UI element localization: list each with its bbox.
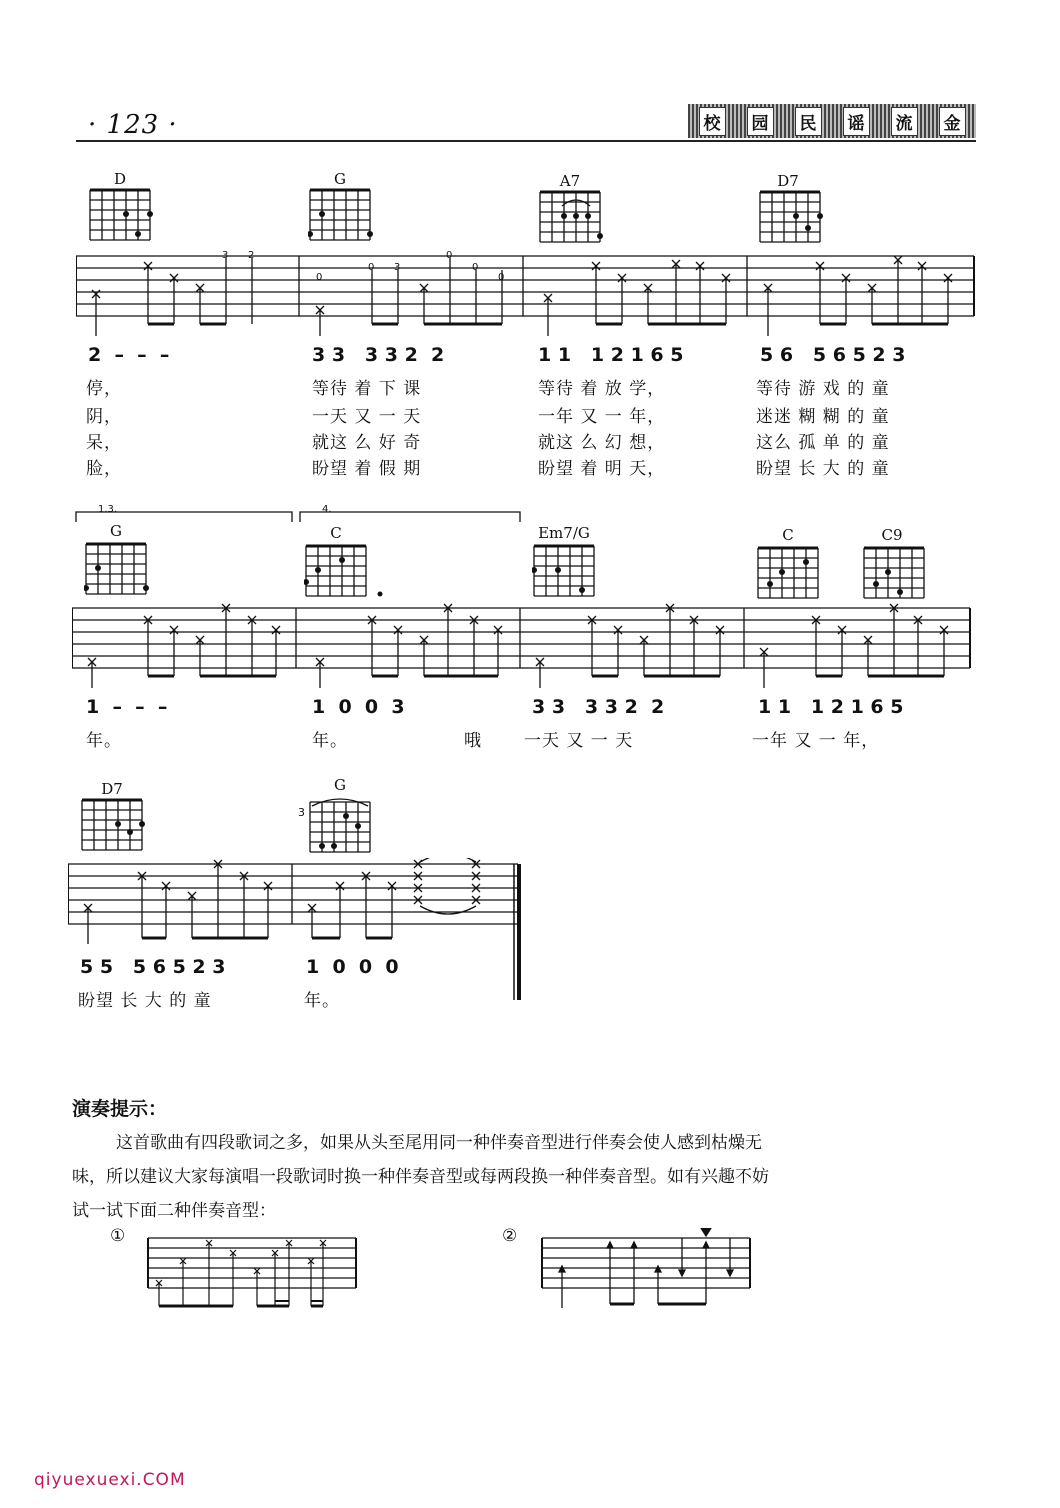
jianpu-measure: 1 1 1 2 1 6 5 [758,696,904,718]
chord-diagram [758,190,826,246]
lyric: 就这 么 幻 想， [538,433,666,453]
chord-name: A7 [559,172,581,190]
chord-diagram [80,798,148,854]
lyric: 盼望 着 假 期 [312,459,422,479]
chord-name: G [334,170,346,188]
tab-number: 0 [316,272,323,283]
lyric: 这么 孤 单 的 童 [756,433,890,453]
lyric: 盼望 着 明 天， [538,459,666,479]
chord-diagram [304,544,384,600]
tab-number: 3 [222,250,229,261]
chord-name: G [334,776,346,794]
jianpu-measure: 3 3 3 3 2 2 [312,344,445,366]
jianpu-measure: 1 – – – [86,696,168,718]
jianpu-measure: 2 – – – [88,344,170,366]
lyric: 哦 [464,731,482,751]
jianpu-measure: 1 0 0 0 [306,956,399,978]
page-number: · 123 · [88,110,178,140]
lyric: 等待 着 下 课 [312,379,422,399]
book-title-char: 校 [699,107,726,136]
pattern-label: ② [502,1226,518,1246]
tab-number: 2 [248,250,255,261]
lyric: 就这 么 好 奇 [312,433,422,453]
chord-diagram [532,544,600,600]
lyric: 停， [86,379,122,399]
chord-name: C9 [881,526,903,544]
chord-name: D [113,170,127,188]
site-watermark: qiyuexuexi.COM [34,1470,186,1490]
jianpu-measure: 5 5 5 6 5 2 3 [80,956,226,978]
chord-diagram [756,546,824,602]
book-title-char: 园 [747,107,774,136]
lyric: 年。 [304,991,340,1011]
chord-diagram [308,794,376,856]
lyric: 一天 又 一 天 [524,731,634,751]
tab-number: 0 [446,250,453,261]
chord-diagram [88,188,156,244]
lyric: 盼望 长 大 的 童 [756,459,890,479]
header-rule [76,140,976,142]
tab-number: 3 [394,262,401,273]
chord-name: Em7/G [538,524,590,542]
tips-paragraph-line: 这首歌曲有四段歌词之多，如果从头至尾用同一种伴奏音型进行伴奏会使人感到枯燥无 [116,1133,762,1153]
accompaniment-pattern-2 [540,1228,754,1314]
book-title-banner [688,104,976,138]
book-title-char: 民 [795,107,822,136]
chord-diagram [538,190,606,246]
lyric: 脸， [86,459,122,479]
fret-marker: 3 [298,806,305,819]
jianpu-measure: 5 6 5 6 5 2 3 [760,344,906,366]
chord-name: C [330,524,342,542]
lyric: 盼望 长 大 的 童 [78,991,212,1011]
chord-diagram [862,546,930,602]
tab-number: 0 [472,262,479,273]
lyric: 迷迷 糊 糊 的 童 [756,407,890,427]
chord-name: G [110,522,122,540]
accompaniment-pattern-1 [146,1234,360,1314]
lyric: 年。 [86,731,122,751]
tips-heading: 演奏提示： [72,1098,168,1120]
jianpu-measure: 1 0 0 3 [312,696,405,718]
chord-name: C [782,526,794,544]
jianpu-measure: 3 3 3 3 2 2 [532,696,665,718]
lyric: 一年 又 一 年， [752,731,880,751]
tab-staff [76,250,976,340]
tab-number: 0 [368,262,375,273]
lyric: 一年 又 一 年， [538,407,666,427]
chord-diagram [84,542,152,598]
book-title-char: 谣 [843,107,870,136]
tab-number: 0 [498,272,505,283]
lyric: 一天 又 一 天 [312,407,422,427]
lyric: 等待 着 放 学， [538,379,666,399]
book-title-char: 金 [939,107,966,136]
chord-name: D7 [777,172,799,190]
lyric: 呆， [86,433,122,453]
lyric: 等待 游 戏 的 童 [756,379,890,399]
pattern-label: ① [110,1226,126,1246]
tips-paragraph-line: 味，所以建议大家每演唱一段歌词时换一种伴奏音型或每两段换一种伴奏音型。如有兴趣不妨 [72,1167,769,1187]
chord-diagram [308,188,376,244]
lyric: 阴， [86,407,122,427]
tips-paragraph-line: 试一试下面二种伴奏音型： [72,1201,276,1221]
volta-label: 1.3. [98,504,118,515]
chord-name: D7 [101,780,123,798]
volta-label: 4. [322,504,332,515]
tab-staff [72,602,972,692]
book-title-char: 流 [891,107,918,136]
lyric: 年。 [312,731,348,751]
jianpu-measure: 1 1 1 2 1 6 5 [538,344,684,366]
